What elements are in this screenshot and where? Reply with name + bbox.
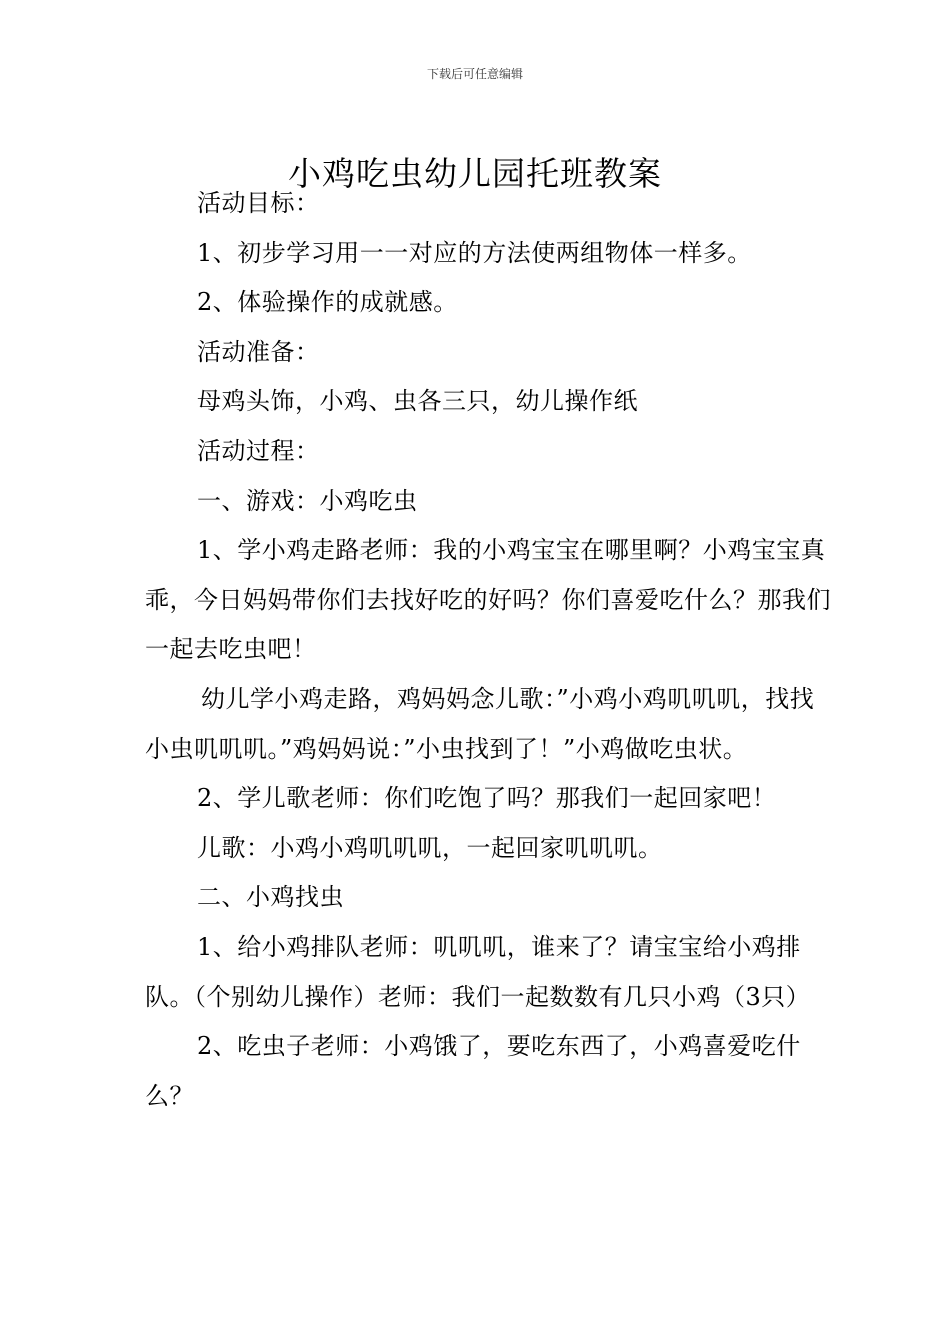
paragraph-preparation: 母鸡头饰，小鸡、虫各三只，幼儿操作纸 [197, 387, 638, 416]
paragraph-objective-2: 2、体验操作的成就感。 [197, 288, 458, 317]
paragraph-objective-1: 1、初步学习用一一对应的方法使两组物体一样多。 [197, 238, 752, 267]
paragraph-step-2-2: 2、吃虫子老师：小鸡饿了，要吃东西了，小鸡喜爱吃什么？ [145, 1032, 801, 1110]
paragraph-section-2: 二、小鸡找虫 [197, 883, 344, 912]
document-title: 小鸡吃虫幼儿园托班教案 [288, 154, 662, 194]
paragraph-step-1-1-detail: 幼儿学小鸡走路，鸡妈妈念儿歌：”小鸡小鸡叽叽叽，找找小虫叽叽叽。”鸡妈妈说：”小虫找到了！”小鸡做吃虫状。 [145, 684, 815, 763]
paragraph-step-1-2: 2、学儿歌老师：你们吃饱了吗？那我们一起回家吧！ [197, 784, 777, 813]
paragraph-section-1: 一、游戏：小鸡吃虫 [197, 486, 418, 515]
paragraph-rhyme: 儿歌：小鸡小鸡叽叽叽，一起回家叽叽叽。 [197, 833, 663, 862]
paragraph-step-1-1: 1、学小鸡走路老师：我的小鸡宝宝在哪里啊？小鸡宝宝真乖，今日妈妈带你们去找好吃的好吗？你们喜爱吃什么？那我们一起去吃虫吧！ [145, 536, 831, 664]
paragraph-process-heading: 活动过程： [197, 436, 320, 465]
paragraph-step-2-1: 1、给小鸡排队老师：叽叽叽，谁来了？请宝宝给小鸡排队。（个别幼儿操作）老师：我们一起数数有几只小鸡（3只） [145, 932, 811, 1011]
paragraph-preparation-heading: 活动准备： [197, 337, 320, 366]
document-body [145, 179, 835, 1121]
header-note: 下载后可任意编辑 [426, 67, 523, 81]
paragraph-objectives-heading: 活动目标： [197, 189, 320, 217]
